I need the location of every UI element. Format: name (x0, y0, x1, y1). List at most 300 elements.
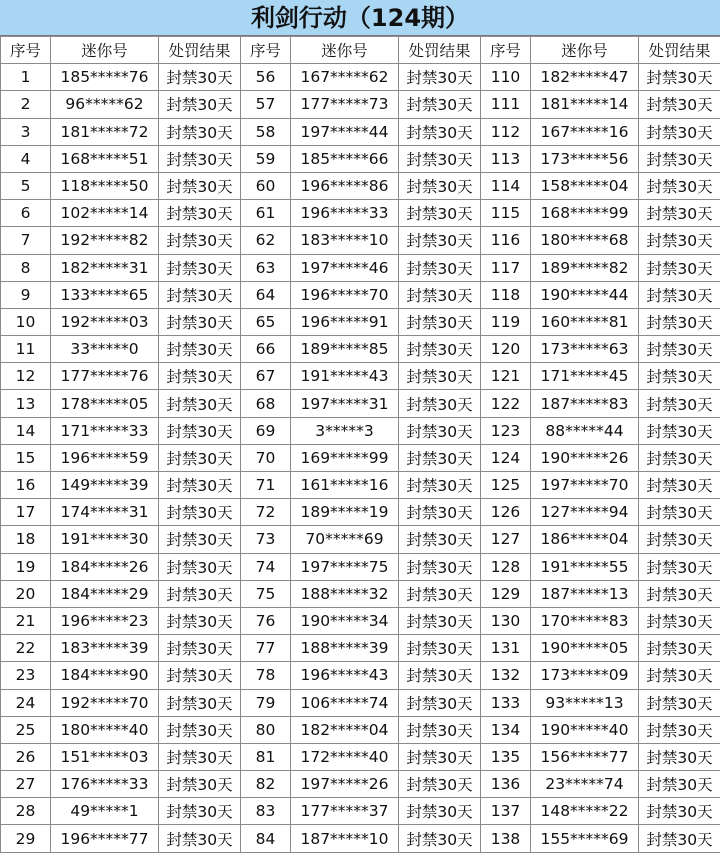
serial-number-cell: 136 (481, 771, 531, 798)
mini-id-cell: 192*****03 (51, 308, 159, 335)
mini-id-cell: 188*****32 (291, 580, 399, 607)
serial-number-cell: 62 (241, 227, 291, 254)
penalty-cell: 封禁30天 (639, 227, 720, 254)
penalty-cell: 封禁30天 (399, 607, 481, 634)
mini-id-cell: 133*****65 (51, 281, 159, 308)
penalty-cell: 封禁30天 (399, 825, 481, 852)
penalty-cell: 封禁30天 (159, 825, 241, 852)
serial-number-cell: 15 (1, 444, 51, 471)
mini-id-cell: 197*****75 (291, 553, 399, 580)
serial-number-cell: 70 (241, 444, 291, 471)
penalty-cell: 封禁30天 (399, 743, 481, 770)
mini-id-cell: 197*****46 (291, 254, 399, 281)
serial-number-cell: 71 (241, 472, 291, 499)
table-row (1, 336, 720, 363)
serial-number-cell: 124 (481, 444, 531, 471)
mini-id-cell: 168*****99 (531, 200, 639, 227)
penalty-cell: 封禁30天 (639, 798, 720, 825)
table-body (1, 64, 720, 852)
penalty-cell: 封禁30天 (159, 363, 241, 390)
mini-id-cell: 182*****04 (291, 716, 399, 743)
serial-number-cell: 126 (481, 499, 531, 526)
mini-id-cell: 196*****70 (291, 281, 399, 308)
mini-id-cell: 172*****40 (291, 743, 399, 770)
column-header: 处罚结果 (159, 37, 241, 64)
serial-number-cell: 23 (1, 662, 51, 689)
penalty-cell: 封禁30天 (399, 336, 481, 363)
mini-id-cell: 177*****37 (291, 798, 399, 825)
mini-id-cell: 187*****13 (531, 580, 639, 607)
table-row (1, 91, 720, 118)
penalty-cell: 封禁30天 (399, 662, 481, 689)
mini-id-cell: 196*****33 (291, 200, 399, 227)
penalty-cell: 封禁30天 (399, 64, 481, 91)
penalty-cell: 封禁30天 (159, 580, 241, 607)
mini-id-cell: 174*****31 (51, 499, 159, 526)
mini-id-cell: 170*****83 (531, 607, 639, 634)
mini-id-cell: 186*****04 (531, 526, 639, 553)
penalty-cell: 封禁30天 (399, 553, 481, 580)
table-row (1, 499, 720, 526)
serial-number-cell: 1 (1, 64, 51, 91)
mini-id-cell: 191*****55 (531, 553, 639, 580)
penalty-cell: 封禁30天 (399, 472, 481, 499)
mini-id-cell: 196*****91 (291, 308, 399, 335)
mini-id-cell: 182*****31 (51, 254, 159, 281)
serial-number-cell: 20 (1, 580, 51, 607)
column-header: 序号 (241, 37, 291, 64)
penalty-cell: 封禁30天 (639, 417, 720, 444)
penalty-cell: 封禁30天 (159, 417, 241, 444)
penalty-cell: 封禁30天 (159, 472, 241, 499)
table-row (1, 227, 720, 254)
serial-number-cell: 137 (481, 798, 531, 825)
penalty-cell: 封禁30天 (159, 689, 241, 716)
penalty-cell: 封禁30天 (159, 227, 241, 254)
serial-number-cell: 72 (241, 499, 291, 526)
mini-id-cell: 197*****26 (291, 771, 399, 798)
table-row (1, 118, 720, 145)
mini-id-cell: 176*****33 (51, 771, 159, 798)
mini-id-cell: 191*****43 (291, 363, 399, 390)
table-row (1, 308, 720, 335)
penalty-cell: 封禁30天 (639, 172, 720, 199)
mini-id-cell: 181*****72 (51, 118, 159, 145)
penalty-cell: 封禁30天 (399, 580, 481, 607)
table-row (1, 553, 720, 580)
mini-id-cell: 171*****33 (51, 417, 159, 444)
mini-id-cell: 187*****83 (531, 390, 639, 417)
penalty-cell: 封禁30天 (639, 145, 720, 172)
mini-id-cell: 127*****94 (531, 499, 639, 526)
table-row (1, 254, 720, 281)
table-row (1, 417, 720, 444)
serial-number-cell: 74 (241, 553, 291, 580)
penalty-cell: 封禁30天 (639, 64, 720, 91)
serial-number-cell: 7 (1, 227, 51, 254)
mini-id-cell: 185*****66 (291, 145, 399, 172)
penalty-cell: 封禁30天 (399, 363, 481, 390)
penalty-cell: 封禁30天 (159, 798, 241, 825)
penalty-cell: 封禁30天 (399, 145, 481, 172)
penalty-cell: 封禁30天 (159, 145, 241, 172)
penalty-cell: 封禁30天 (639, 390, 720, 417)
penalty-cell: 封禁30天 (399, 390, 481, 417)
serial-number-cell: 28 (1, 798, 51, 825)
penalty-cell: 封禁30天 (159, 172, 241, 199)
serial-number-cell: 128 (481, 553, 531, 580)
mini-id-cell: 168*****51 (51, 145, 159, 172)
column-header: 迷你号 (531, 37, 639, 64)
mini-id-cell: 88*****44 (531, 417, 639, 444)
serial-number-cell: 123 (481, 417, 531, 444)
mini-id-cell: 184*****26 (51, 553, 159, 580)
penalty-cell: 封禁30天 (639, 607, 720, 634)
mini-id-cell: 33*****0 (51, 336, 159, 363)
penalty-cell: 封禁30天 (159, 743, 241, 770)
column-header: 迷你号 (51, 37, 159, 64)
serial-number-cell: 10 (1, 308, 51, 335)
table-row (1, 172, 720, 199)
mini-id-cell: 148*****22 (531, 798, 639, 825)
serial-number-cell: 6 (1, 200, 51, 227)
penalty-cell: 封禁30天 (639, 553, 720, 580)
penalty-cell: 封禁30天 (159, 308, 241, 335)
penalty-cell: 封禁30天 (399, 91, 481, 118)
serial-number-cell: 29 (1, 825, 51, 852)
penalty-cell: 封禁30天 (639, 825, 720, 852)
serial-number-cell: 13 (1, 390, 51, 417)
mini-id-cell: 173*****63 (531, 336, 639, 363)
serial-number-cell: 27 (1, 771, 51, 798)
penalty-cell: 封禁30天 (159, 526, 241, 553)
serial-number-cell: 59 (241, 145, 291, 172)
serial-number-cell: 120 (481, 336, 531, 363)
mini-id-cell: 183*****10 (291, 227, 399, 254)
serial-number-cell: 78 (241, 662, 291, 689)
serial-number-cell: 112 (481, 118, 531, 145)
serial-number-cell: 8 (1, 254, 51, 281)
table-row (1, 635, 720, 662)
serial-number-cell: 26 (1, 743, 51, 770)
mini-id-cell: 155*****69 (531, 825, 639, 852)
mini-id-cell: 190*****05 (531, 635, 639, 662)
page-title: 利剑行动（124期） (0, 0, 720, 36)
serial-number-cell: 25 (1, 716, 51, 743)
mini-id-cell: 156*****77 (531, 743, 639, 770)
serial-number-cell: 14 (1, 417, 51, 444)
serial-number-cell: 135 (481, 743, 531, 770)
mini-id-cell: 197*****44 (291, 118, 399, 145)
mini-id-cell: 190*****26 (531, 444, 639, 471)
serial-number-cell: 67 (241, 363, 291, 390)
serial-number-cell: 56 (241, 64, 291, 91)
mini-id-cell: 167*****16 (531, 118, 639, 145)
penalty-cell: 封禁30天 (399, 118, 481, 145)
penalty-cell: 封禁30天 (159, 771, 241, 798)
serial-number-cell: 16 (1, 472, 51, 499)
penalty-cell: 封禁30天 (639, 662, 720, 689)
serial-number-cell: 24 (1, 689, 51, 716)
serial-number-cell: 18 (1, 526, 51, 553)
serial-number-cell: 65 (241, 308, 291, 335)
mini-id-cell: 190*****44 (531, 281, 639, 308)
penalty-cell: 封禁30天 (639, 499, 720, 526)
column-header: 迷你号 (291, 37, 399, 64)
serial-number-cell: 110 (481, 64, 531, 91)
mini-id-cell: 197*****70 (531, 472, 639, 499)
table-row (1, 200, 720, 227)
table-row (1, 825, 720, 852)
serial-number-cell: 116 (481, 227, 531, 254)
penalty-cell: 封禁30天 (639, 118, 720, 145)
mini-id-cell: 197*****31 (291, 390, 399, 417)
table-row (1, 689, 720, 716)
mini-id-cell: 173*****09 (531, 662, 639, 689)
serial-number-cell: 68 (241, 390, 291, 417)
table-row (1, 145, 720, 172)
mini-id-cell: 96*****62 (51, 91, 159, 118)
penalty-cell: 封禁30天 (399, 771, 481, 798)
penalty-cell: 封禁30天 (399, 200, 481, 227)
serial-number-cell: 81 (241, 743, 291, 770)
penalty-cell: 封禁30天 (159, 336, 241, 363)
mini-id-cell: 180*****40 (51, 716, 159, 743)
penalty-cell: 封禁30天 (639, 363, 720, 390)
mini-id-cell: 188*****39 (291, 635, 399, 662)
mini-id-cell: 196*****77 (51, 825, 159, 852)
penalty-cell: 封禁30天 (639, 689, 720, 716)
penalty-cell: 封禁30天 (639, 743, 720, 770)
serial-number-cell: 130 (481, 607, 531, 634)
serial-number-cell: 63 (241, 254, 291, 281)
serial-number-cell: 69 (241, 417, 291, 444)
serial-number-cell: 22 (1, 635, 51, 662)
mini-id-cell: 189*****19 (291, 499, 399, 526)
table-row (1, 798, 720, 825)
penalty-cell: 封禁30天 (159, 118, 241, 145)
mini-id-cell: 190*****34 (291, 607, 399, 634)
serial-number-cell: 79 (241, 689, 291, 716)
penalty-cell: 封禁30天 (159, 281, 241, 308)
penalty-cell: 封禁30天 (399, 281, 481, 308)
serial-number-cell: 134 (481, 716, 531, 743)
mini-id-cell: 189*****85 (291, 336, 399, 363)
mini-id-cell: 173*****56 (531, 145, 639, 172)
column-header: 序号 (1, 37, 51, 64)
mini-id-cell: 118*****50 (51, 172, 159, 199)
mini-id-cell: 23*****74 (531, 771, 639, 798)
penalty-cell: 封禁30天 (159, 390, 241, 417)
serial-number-cell: 58 (241, 118, 291, 145)
penalty-cell: 封禁30天 (639, 716, 720, 743)
serial-number-cell: 64 (241, 281, 291, 308)
serial-number-cell: 9 (1, 281, 51, 308)
serial-number-cell: 17 (1, 499, 51, 526)
mini-id-cell: 196*****86 (291, 172, 399, 199)
mini-id-cell: 49*****1 (51, 798, 159, 825)
serial-number-cell: 118 (481, 281, 531, 308)
serial-number-cell: 82 (241, 771, 291, 798)
penalty-cell: 封禁30天 (159, 200, 241, 227)
penalty-cell: 封禁30天 (639, 200, 720, 227)
penalty-cell: 封禁30天 (639, 336, 720, 363)
serial-number-cell: 5 (1, 172, 51, 199)
serial-number-cell: 115 (481, 200, 531, 227)
mini-id-cell: 171*****45 (531, 363, 639, 390)
table-row (1, 580, 720, 607)
penalty-cell: 封禁30天 (639, 635, 720, 662)
table-row (1, 472, 720, 499)
table-row (1, 662, 720, 689)
penalty-cell: 封禁30天 (639, 91, 720, 118)
serial-number-cell: 80 (241, 716, 291, 743)
penalty-cell: 封禁30天 (399, 227, 481, 254)
serial-number-cell: 125 (481, 472, 531, 499)
serial-number-cell: 83 (241, 798, 291, 825)
serial-number-cell: 61 (241, 200, 291, 227)
penalty-cell: 封禁30天 (399, 444, 481, 471)
penalty-cell: 封禁30天 (399, 689, 481, 716)
serial-number-cell: 117 (481, 254, 531, 281)
penalty-cell: 封禁30天 (159, 635, 241, 662)
penalty-cell: 封禁30天 (639, 281, 720, 308)
penalty-cell: 封禁30天 (159, 662, 241, 689)
penalty-cell: 封禁30天 (399, 417, 481, 444)
mini-id-cell: 192*****70 (51, 689, 159, 716)
table-row (1, 363, 720, 390)
mini-id-cell: 102*****14 (51, 200, 159, 227)
mini-id-cell: 151*****03 (51, 743, 159, 770)
serial-number-cell: 57 (241, 91, 291, 118)
mini-id-cell: 161*****16 (291, 472, 399, 499)
serial-number-cell: 4 (1, 145, 51, 172)
table-row (1, 607, 720, 634)
mini-id-cell: 149*****39 (51, 472, 159, 499)
mini-id-cell: 158*****04 (531, 172, 639, 199)
penalty-cell: 封禁30天 (159, 499, 241, 526)
serial-number-cell: 127 (481, 526, 531, 553)
mini-id-cell: 3*****3 (291, 417, 399, 444)
mini-id-cell: 185*****76 (51, 64, 159, 91)
mini-id-cell: 196*****59 (51, 444, 159, 471)
mini-id-cell: 93*****13 (531, 689, 639, 716)
penalty-cell: 封禁30天 (399, 635, 481, 662)
penalty-cell: 封禁30天 (399, 716, 481, 743)
mini-id-cell: 180*****68 (531, 227, 639, 254)
mini-id-cell: 178*****05 (51, 390, 159, 417)
mini-id-cell: 196*****23 (51, 607, 159, 634)
serial-number-cell: 76 (241, 607, 291, 634)
penalty-cell: 封禁30天 (639, 580, 720, 607)
table-row (1, 526, 720, 553)
table-row (1, 716, 720, 743)
serial-number-cell: 60 (241, 172, 291, 199)
penalty-cell: 封禁30天 (639, 444, 720, 471)
penalty-cell: 封禁30天 (159, 444, 241, 471)
mini-id-cell: 191*****30 (51, 526, 159, 553)
mini-id-cell: 183*****39 (51, 635, 159, 662)
serial-number-cell: 2 (1, 91, 51, 118)
table-row (1, 281, 720, 308)
penalty-cell: 封禁30天 (399, 499, 481, 526)
serial-number-cell: 129 (481, 580, 531, 607)
column-header: 序号 (481, 37, 531, 64)
penalty-cell: 封禁30天 (639, 771, 720, 798)
serial-number-cell: 77 (241, 635, 291, 662)
serial-number-cell: 121 (481, 363, 531, 390)
penalty-cell: 封禁30天 (399, 254, 481, 281)
serial-number-cell: 119 (481, 308, 531, 335)
mini-id-cell: 167*****62 (291, 64, 399, 91)
penalty-cell: 封禁30天 (399, 526, 481, 553)
table-row (1, 390, 720, 417)
mini-id-cell: 184*****29 (51, 580, 159, 607)
serial-number-cell: 75 (241, 580, 291, 607)
serial-number-cell: 11 (1, 336, 51, 363)
table-row (1, 743, 720, 770)
serial-number-cell: 113 (481, 145, 531, 172)
mini-id-cell: 184*****90 (51, 662, 159, 689)
table-row (1, 771, 720, 798)
mini-id-cell: 177*****73 (291, 91, 399, 118)
mini-id-cell: 70*****69 (291, 526, 399, 553)
mini-id-cell: 181*****14 (531, 91, 639, 118)
mini-id-cell: 160*****81 (531, 308, 639, 335)
serial-number-cell: 111 (481, 91, 531, 118)
penalty-cell: 封禁30天 (159, 553, 241, 580)
serial-number-cell: 138 (481, 825, 531, 852)
mini-id-cell: 189*****82 (531, 254, 639, 281)
mini-id-cell: 182*****47 (531, 64, 639, 91)
serial-number-cell: 132 (481, 662, 531, 689)
penalty-cell: 封禁30天 (159, 64, 241, 91)
penalty-cell: 封禁30天 (159, 716, 241, 743)
penalty-cell: 封禁30天 (399, 798, 481, 825)
mini-id-cell: 106*****74 (291, 689, 399, 716)
mini-id-cell: 169*****99 (291, 444, 399, 471)
ban-table (0, 36, 720, 853)
mini-id-cell: 190*****40 (531, 716, 639, 743)
table-row (1, 444, 720, 471)
serial-number-cell: 84 (241, 825, 291, 852)
serial-number-cell: 114 (481, 172, 531, 199)
table-header-row (1, 37, 720, 64)
column-header: 处罚结果 (399, 37, 481, 64)
mini-id-cell: 177*****76 (51, 363, 159, 390)
penalty-cell: 封禁30天 (399, 308, 481, 335)
serial-number-cell: 66 (241, 336, 291, 363)
penalty-cell: 封禁30天 (639, 308, 720, 335)
penalty-cell: 封禁30天 (399, 172, 481, 199)
serial-number-cell: 19 (1, 553, 51, 580)
mini-id-cell: 196*****43 (291, 662, 399, 689)
penalty-cell: 封禁30天 (639, 526, 720, 553)
column-header: 处罚结果 (639, 37, 720, 64)
serial-number-cell: 122 (481, 390, 531, 417)
serial-number-cell: 21 (1, 607, 51, 634)
serial-number-cell: 131 (481, 635, 531, 662)
table-row (1, 64, 720, 91)
serial-number-cell: 133 (481, 689, 531, 716)
penalty-cell: 封禁30天 (639, 472, 720, 499)
serial-number-cell: 12 (1, 363, 51, 390)
serial-number-cell: 73 (241, 526, 291, 553)
mini-id-cell: 192*****82 (51, 227, 159, 254)
penalty-cell: 封禁30天 (639, 254, 720, 281)
mini-id-cell: 187*****10 (291, 825, 399, 852)
penalty-cell: 封禁30天 (159, 254, 241, 281)
